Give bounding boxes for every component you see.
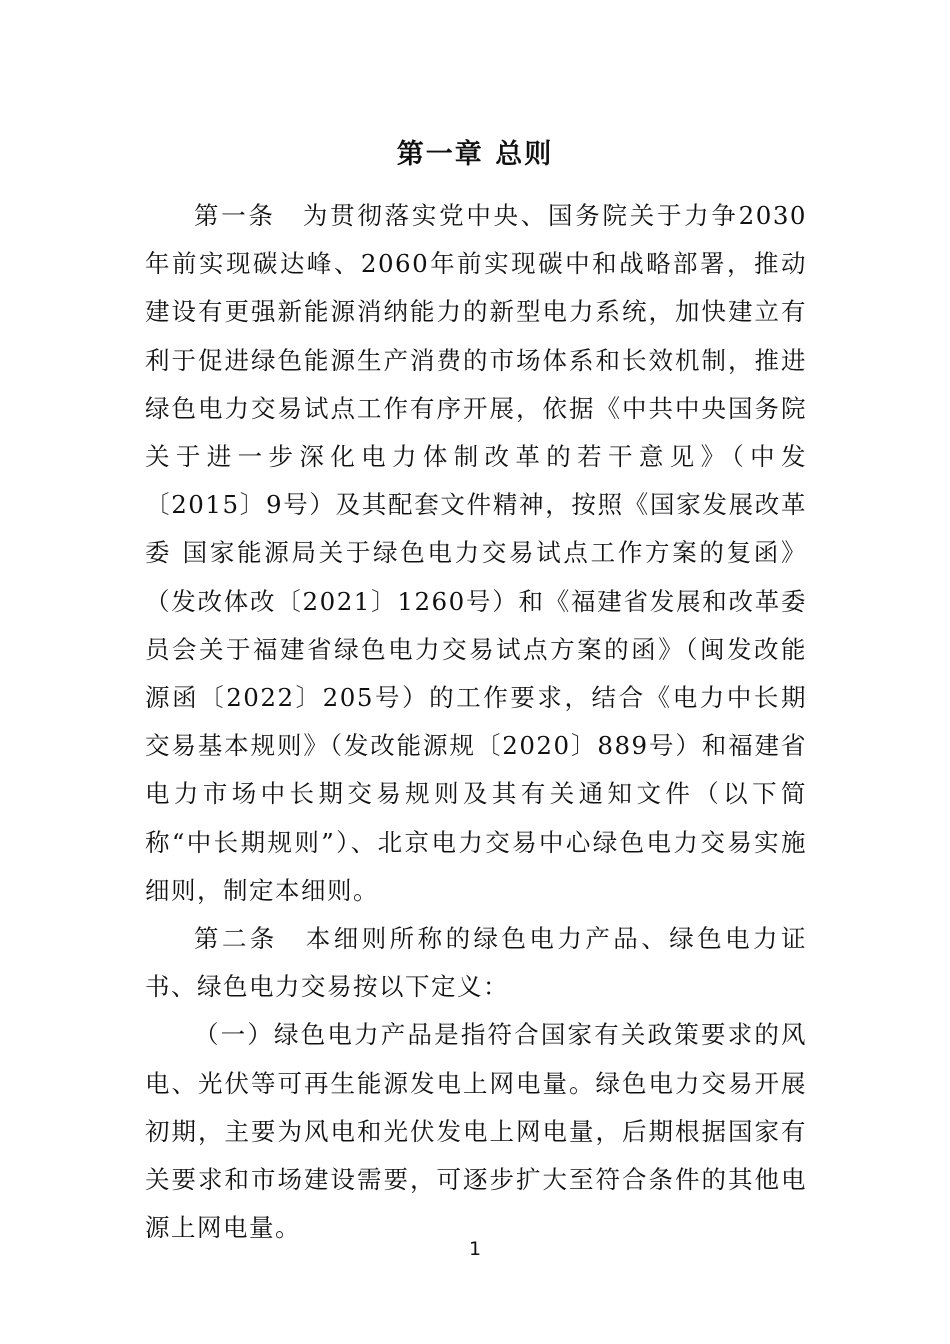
article-1-paragraph: 第一条 为贯彻落实党中央、国务院关于力争2030年前实现碳达峰、2060年前实现碳中和战略部署，推动建设有更强新能源消纳能力的新型电力系统，加快建立有利于促进绿色能源生产消费的市场体系和长效机制，推进绿色电力交易试点工作有序开展，依据《中共中央国务院关于进一步深化电力体制改革的若干意见》（中发〔2015〕9号）及其配套文件精神，按照《国家发展改革委 国家能源局关于绿色电力交易试点工作方案的复函》（发改体改〔2021〕1260号）和《福建省发展和改革委员会关于福建省绿色电力交易试点方案的函》（闽发改能源函〔2022〕205号）的工作要求，结合《电力中长期交易基本规则》（发改能源规〔2020〕889号）和福建省电力市场中长期交易规则及其有关通知文件（以下简称“中长期规则”）、北京电力交易中心绿色电力交易实施细则，制定本细则。: [145, 201, 807, 905]
chapter-title: 第一章 总则: [396, 139, 554, 170]
document-body: [145, 192, 807, 1252]
page-number: 1: [468, 1238, 482, 1260]
article-2-item-1-paragraph: （一）绿色电力产品是指符合国家有关政策要求的风电、光伏等可再生能源发电上网电量。绿色电力交易开展初期，主要为风电和光伏发电上网电量，后期根据国家有关要求和市场建设需要，可逐步扩大至符合条件的其他电源上网电量。: [145, 1020, 807, 1243]
article-2-paragraph: 第二条 本细则所称的绿色电力产品、绿色电力证书、绿色电力交易按以下定义：: [145, 924, 807, 1002]
